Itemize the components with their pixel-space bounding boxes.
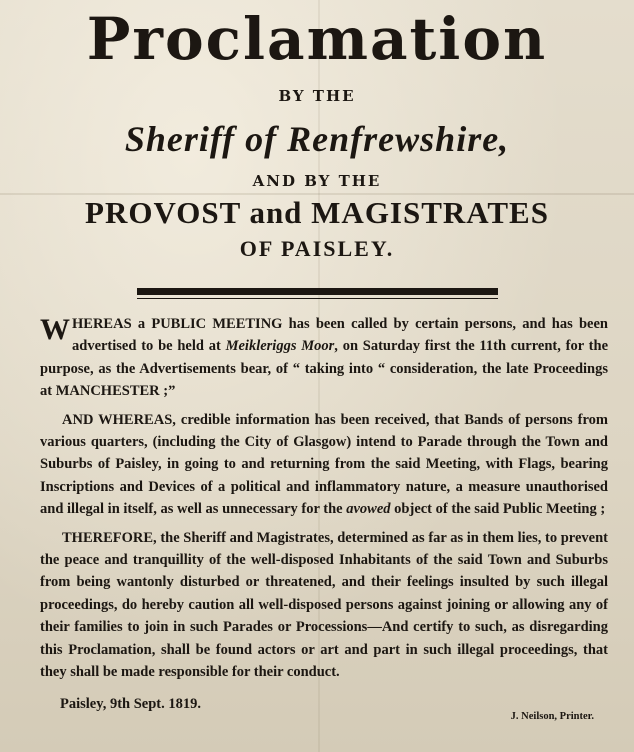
avowed-word: avowed xyxy=(346,501,391,518)
sheriff-line: Sheriff of Renfrewshire, xyxy=(124,119,510,159)
meeting-place: Meikleriggs Moor xyxy=(225,338,335,355)
paragraph-text: , on Saturday first the 11th current, for the purpose, as the Advertisements bear, of “ taking into “ consideration, the late Proceedings at MANCHESTER ;” xyxy=(40,338,609,400)
poster-title: Proclamation xyxy=(86,5,548,73)
by-the-line: BY THE xyxy=(278,87,356,105)
paisley-line: OF PAISLEY. xyxy=(239,236,395,261)
divider-rule-thick xyxy=(137,288,498,295)
proclamation-body xyxy=(40,313,608,690)
paragraph-text: HEREAS a PUBLIC MEETING has been called by certain persons, and has been advertised to be held at xyxy=(72,316,608,355)
paragraph-therefore: THEREFORE, the Sheriff and Magistrates, determined as far as in them lies, to prevent the peace and tranquillity of the well-disposed Inhabitants of the said Town and Suburbs from being wantonly disturbed or threatened, and their feelings insulted by such illegal proceedings, do hereby caution all well-disposed persons against joining or allowing any of their families to join in such Parades or Processions—And certify to such, as disregarding this Proclamation, shall be found actors or art and part in such illegal proceedings, that they shall be made responsible for their conduct. xyxy=(40,529,608,681)
paragraph-whereas xyxy=(40,313,608,403)
paragraph-text: AND WHEREAS, credible information has been received, that Bands of persons from various quarters, (including the City of Glasgow) intend to Parade through the Town and Suburbs of Paisley, in going to and returning from the said Meeting, with Flags, bearing Inscriptions and Devices of a political and inflammatory nature, a measure unauthorised and illegal in itself, as well as unnecessary for the xyxy=(40,411,608,518)
paragraph-and-whereas xyxy=(40,409,608,521)
divider-rule-thin xyxy=(137,298,498,299)
and-by-the-line: AND BY THE xyxy=(252,172,382,190)
drop-cap: W xyxy=(40,313,70,346)
paragraph-text: object of the said Public Meeting ; xyxy=(390,501,606,518)
provost-line: PROVOST and MAGISTRATES xyxy=(85,195,549,230)
printer-credit: J. Neilson, Printer. xyxy=(510,711,594,722)
dateline: Paisley, 9th Sept. 1819. xyxy=(60,696,201,712)
